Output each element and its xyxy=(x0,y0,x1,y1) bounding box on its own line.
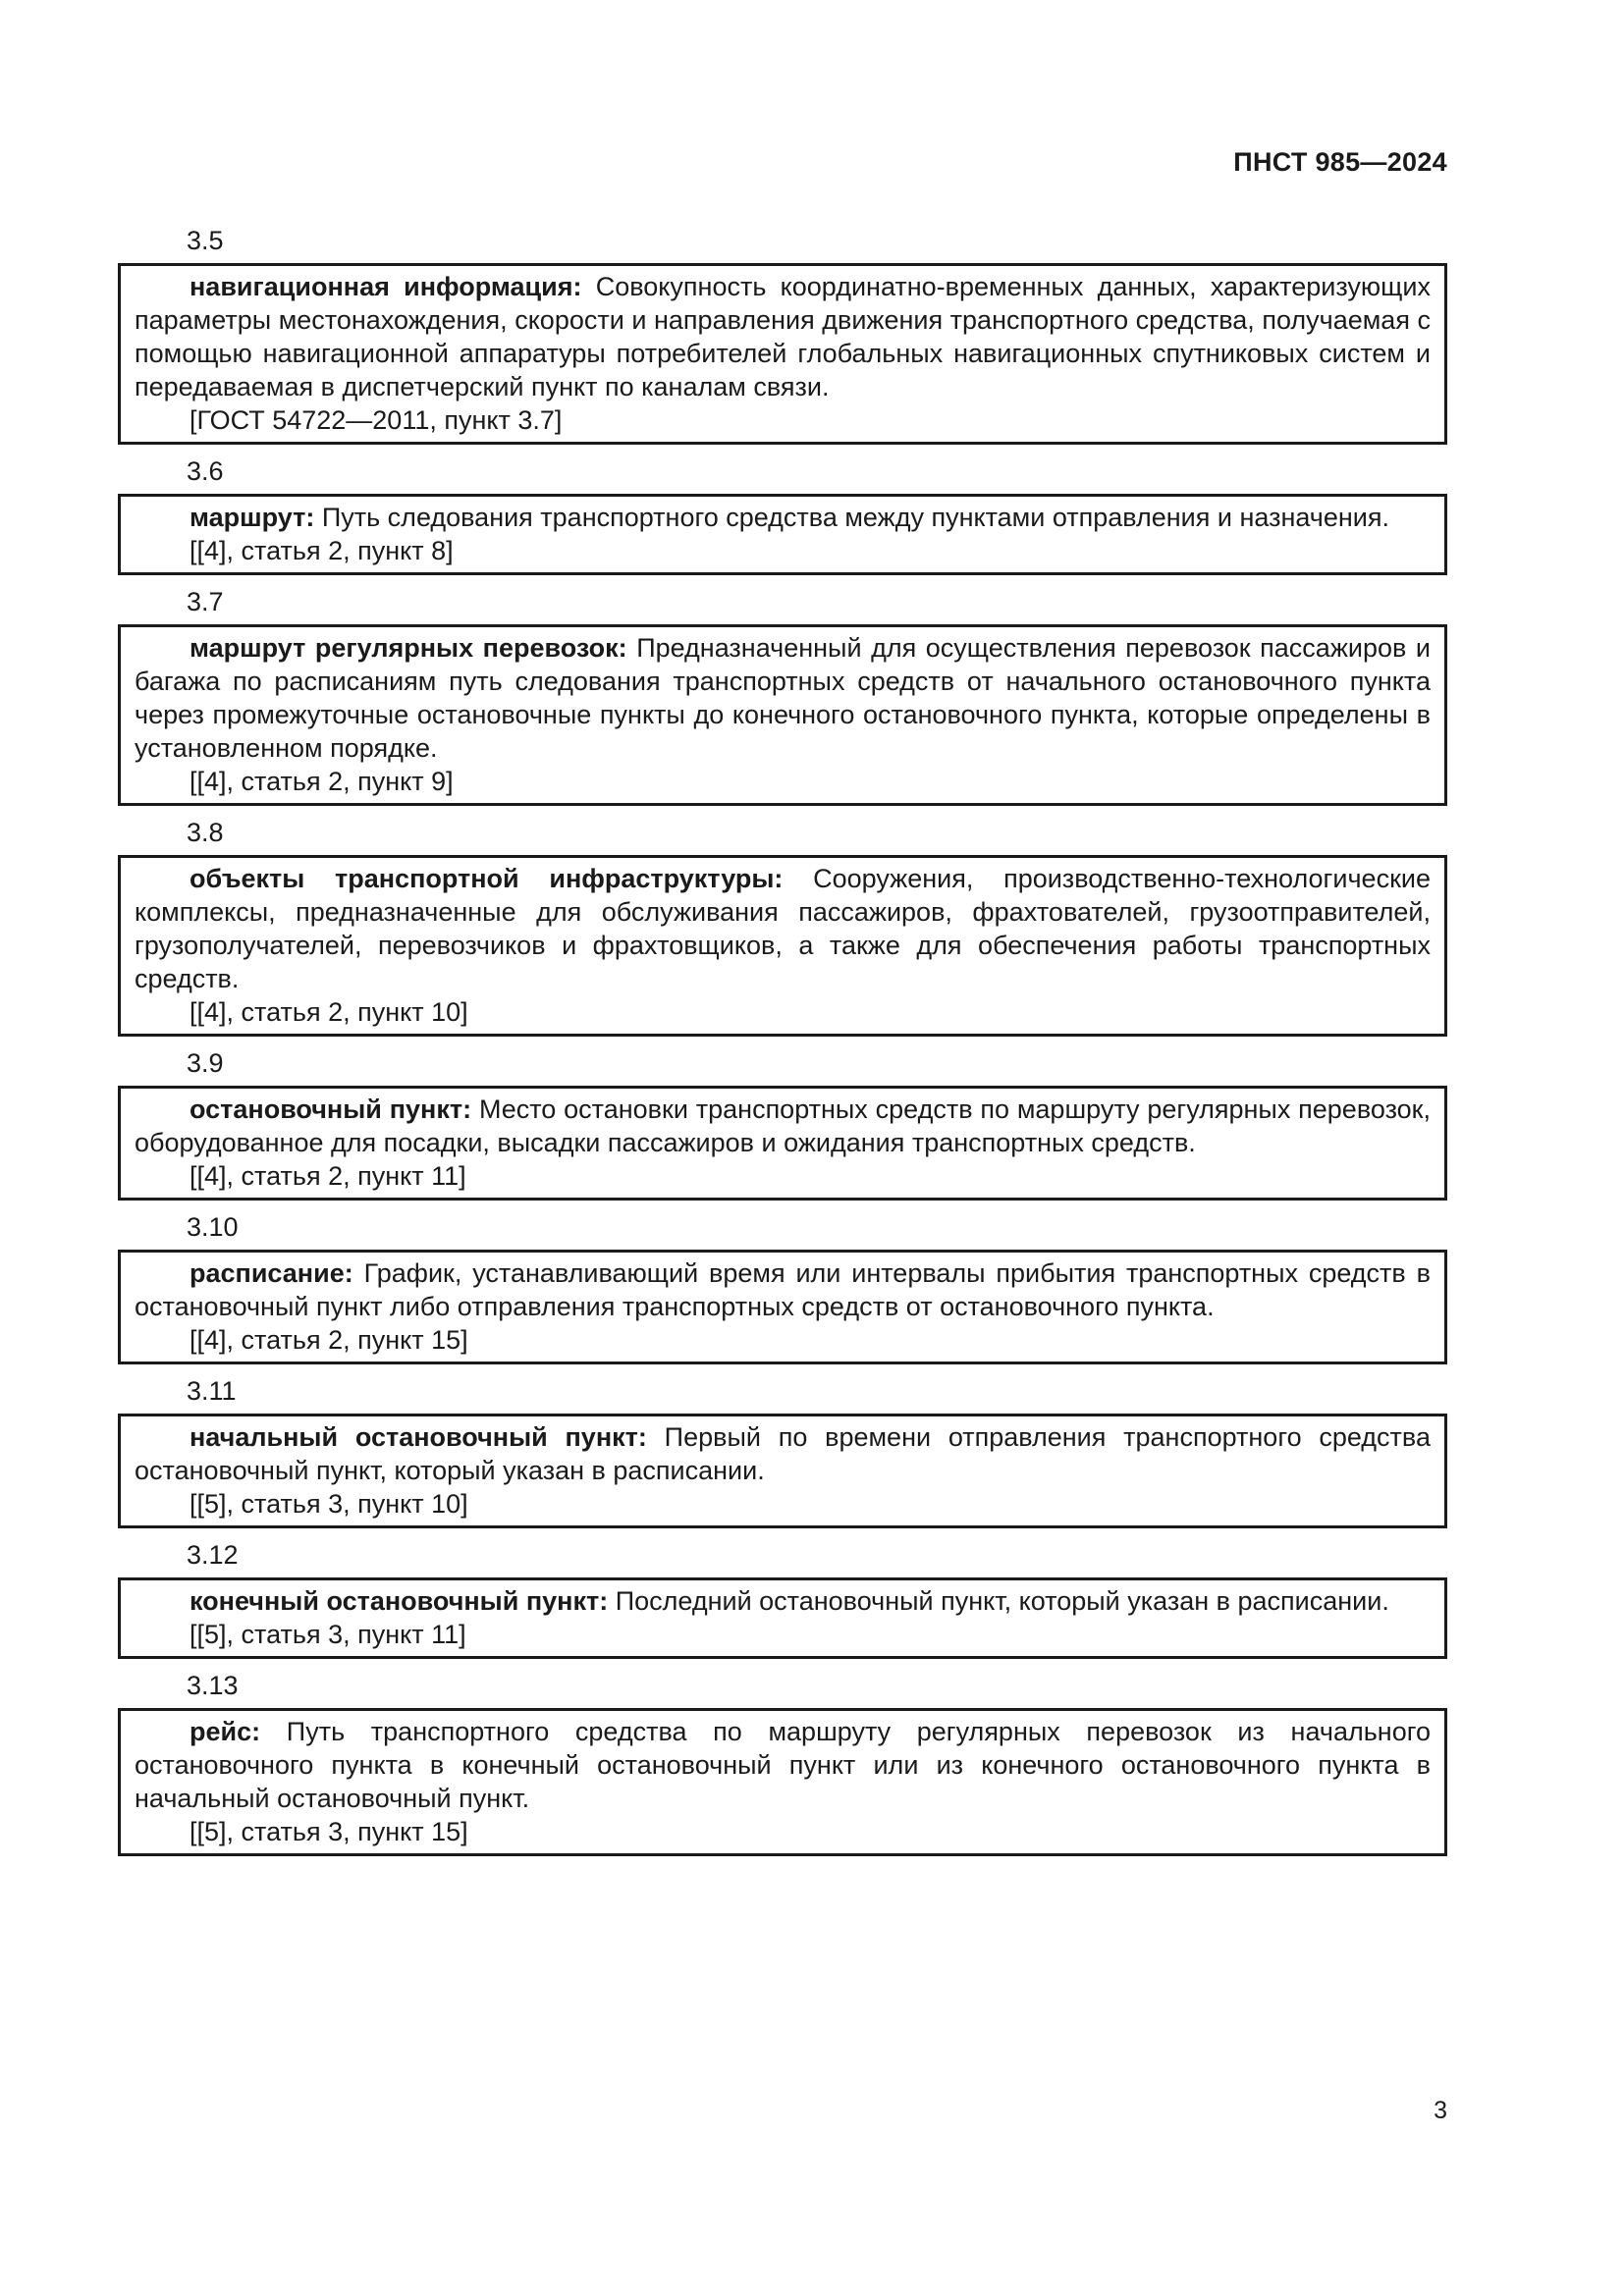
definition-text: Место остановки транспортных средств по маршруту регулярных перевозок, оборудованное для посадки, высадки пассажиров и ожидания транспортных средств. xyxy=(135,1095,1431,1157)
terms-list xyxy=(118,224,1447,1866)
term-name: навигационная информация: xyxy=(189,272,582,301)
term-number: 3.7 xyxy=(187,587,224,616)
term-definition xyxy=(135,862,1431,995)
term-entry xyxy=(118,816,1447,1037)
term-box xyxy=(118,1250,1447,1364)
term-name: конечный остановочный пункт: xyxy=(189,1586,609,1616)
term-entry xyxy=(118,1538,1447,1659)
term-number: 3.12 xyxy=(187,1540,239,1570)
term-entry xyxy=(118,1374,1447,1528)
term-source: [[4], статья 2, пункт 9] xyxy=(189,767,454,796)
definition-text: Первый по времени отправления транспортного средства остановочный пункт, который указан в расписании. xyxy=(135,1422,1431,1485)
definition-text: Предназначенный для осуществления перевозок пассажиров и багажа по расписаниям путь следования транспортных средств от начального остановочного пункта через промежуточные остановочные пункты до конечного остановочного пункта, которые определены в установленном порядке. xyxy=(135,633,1431,763)
page-number: 3 xyxy=(1434,2097,1447,2124)
term-definition xyxy=(135,1420,1431,1487)
term-definition xyxy=(135,1715,1431,1815)
definition-text: Совокупность координатно-временных данных, характеризующих параметры местонахождения, скорости и направления движения транспортного средства, получаемая с помощью навигационной аппаратуры потребителей глобальных навигационных спутниковых систем и передаваемая в диспетчерский пункт по каналам связи. xyxy=(135,272,1431,401)
term-name: остановочный пункт: xyxy=(189,1095,472,1124)
term-name: объекты транспортной инфраструктуры: xyxy=(189,864,784,893)
term-definition xyxy=(135,1584,1431,1618)
term-name: начальный остановочный пункт: xyxy=(189,1422,647,1452)
term-definition xyxy=(135,270,1431,403)
term-name: рейс: xyxy=(189,1717,261,1746)
definition-text: Сооружения, производственно-технологические комплексы, предназначенные для обслуживания пассажиров, фрахтователей, грузоотправителей, грузополучателей, перевозчиков и фрахтовщиков, а также для обеспечения работы транспортных средств. xyxy=(135,864,1431,993)
term-name: маршрут: xyxy=(189,503,315,532)
term-box xyxy=(118,494,1447,575)
term-number: 3.6 xyxy=(187,456,224,486)
term-source: [[5], статья 3, пункт 11] xyxy=(189,1620,466,1649)
term-source: [[5], статья 3, пункт 15] xyxy=(189,1817,468,1846)
term-name: маршрут регулярных перевозок: xyxy=(189,633,627,663)
term-definition xyxy=(135,501,1431,534)
term-entry xyxy=(118,1669,1447,1856)
term-definition xyxy=(135,1093,1431,1159)
definition-text: Путь следования транспортного средства между пунктами отправления и назначения. xyxy=(321,503,1389,532)
term-box xyxy=(118,263,1447,445)
term-entry xyxy=(118,1210,1447,1364)
term-source: [[5], статья 3, пункт 10] xyxy=(189,1489,468,1519)
term-definition xyxy=(135,1256,1431,1323)
term-source: [[4], статья 2, пункт 11] xyxy=(189,1161,466,1191)
term-box xyxy=(118,1086,1447,1201)
term-name: расписание: xyxy=(189,1258,353,1288)
definition-text: Последний остановочный пункт, который указан в расписании. xyxy=(615,1586,1389,1616)
term-number: 3.9 xyxy=(187,1048,224,1078)
document-id: ПНСТ 985—2024 xyxy=(1233,147,1447,177)
term-entry xyxy=(118,585,1447,806)
term-source: [[4], статья 2, пункт 8] xyxy=(189,536,454,565)
term-entry xyxy=(118,1046,1447,1201)
definition-text: Путь транспортного средства по маршруту регулярных перевозок из начального остановочного пункта в конечный остановочный пункт или из конечного остановочного пункта в начальный остановочный пункт. xyxy=(135,1717,1431,1813)
definition-text: График, устанавливающий время или интервалы прибытия транспортных средств в остановочный пункт либо отправления транспортных средств от остановочного пункта. xyxy=(135,1258,1431,1321)
term-number: 3.10 xyxy=(187,1212,239,1242)
term-source: [ГОСТ 54722—2011, пункт 3.7] xyxy=(189,405,563,435)
term-source: [[4], статья 2, пункт 15] xyxy=(189,1325,468,1355)
term-number: 3.8 xyxy=(187,818,224,847)
term-definition xyxy=(135,631,1431,765)
term-box xyxy=(118,1414,1447,1528)
term-number: 3.5 xyxy=(187,226,224,255)
term-box xyxy=(118,1708,1447,1856)
term-box xyxy=(118,1577,1447,1659)
term-entry xyxy=(118,224,1447,445)
term-number: 3.13 xyxy=(187,1671,239,1700)
term-entry xyxy=(118,454,1447,575)
term-source: [[4], статья 2, пункт 10] xyxy=(189,997,468,1027)
term-box xyxy=(118,624,1447,806)
term-number: 3.11 xyxy=(187,1376,237,1406)
term-box xyxy=(118,855,1447,1037)
